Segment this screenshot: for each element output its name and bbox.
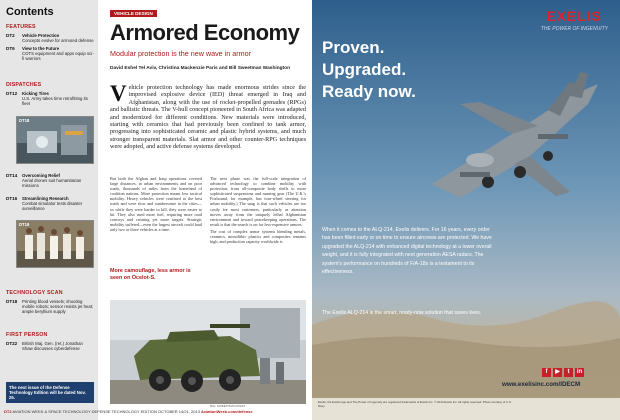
thumbnail-label: DT18 [19, 118, 30, 123]
column-2-text: The next phase was the full-scale integration of advanced technology to combine mobility with protection, from all-composite body shells to more sophisticated suspensions and running gear (The U.K.'s Foxhound, for example, has four-wheel steering for urban mobility.) The snag is that such vehicles are too costly for most customers, particularly as attention moves away from the uniquely lethal Afghanistan environment and toward peacekeeping operations. The result is that the search is on for less-expensive armors. [210, 176, 306, 227]
dispatches-section [6, 82, 94, 106]
ad-headline-line-3: Ready now. [322, 82, 416, 101]
vehicle-photo[interactable] [110, 300, 306, 404]
toc-desc: U.S. Army takes time retrofitting its fleet [22, 96, 88, 106]
toc-title: Overcoming Relief [22, 173, 60, 178]
thumbnail-image[interactable] [16, 220, 94, 268]
linkedin-icon[interactable]: in [576, 369, 583, 375]
toc-page: DT22 [6, 341, 18, 346]
toc-page: DT16 [6, 196, 18, 201]
exelis-logo[interactable]: EXELIS [546, 8, 602, 24]
toc-entry[interactable] [6, 299, 94, 314]
features-section [6, 24, 94, 61]
toc-title: Vehicle Protection [22, 33, 60, 38]
toc-desc: Combat simulator tests disaster surveillance [22, 201, 83, 211]
thumbnail-label: DT19 [19, 222, 30, 227]
toc-title: Streamlining Research [22, 196, 69, 201]
toc-desc: British Maj. Gen. (ret.) Jonathan Shaw discusses cyberdefense [22, 341, 83, 351]
article-lede [110, 81, 306, 151]
technology-section [6, 290, 94, 314]
article-column-2 [210, 176, 306, 244]
page-folio [0, 409, 306, 414]
toc-page: DT12 [6, 91, 18, 96]
toc-page: DT14 [6, 173, 18, 178]
brand-tagline: THE POWER OF INGENUITY [540, 26, 608, 32]
toc-desc: Concepts evolve for armored defense [22, 38, 94, 43]
ad-headline-line-1: Proven. [322, 38, 385, 57]
toc-entry[interactable] [6, 173, 94, 188]
toc-page: DT18 [6, 299, 18, 304]
toc-page: DT2 [6, 33, 15, 38]
contents-sidebar [0, 0, 98, 420]
toc-title: Kicking Tires [22, 91, 49, 96]
ad-call-to-action: The Exelis ALQ-214 is the smart, ready-now solution that saves lives. [322, 310, 482, 316]
drop-cap: V [110, 81, 127, 106]
ad-url-link[interactable]: www.exelisinc.com/IDECM [502, 381, 581, 388]
technology-heading: TECHNOLOGY SCAN [6, 290, 63, 296]
next-issue-note: The next issue of the Defense Technology Edition will be dated Nov. 25. [6, 382, 94, 403]
ad-fine-print: Exelis, the Exelis logo and The Power of Ingenuity are registered trademarks of Exelis Inc. © 2013 Exelis Inc. All rights reserved. Photo courtesy of U.S. Navy. [318, 400, 512, 408]
article-byline: David Eshel Tel Aviv, Christina Mackenzie Paris and Bill Sweetman Washington [110, 66, 291, 71]
toc-desc: Printing blood vessels; shooting mobile robots; sensor resists jet heat; ample beryllium supply [22, 299, 94, 314]
article-headline: Armored Economy [110, 20, 300, 45]
article-column-1: But both the Afghan and Iraqi operations covered large distances, in urban environments and on poor roads, thousands of miles from the homeland of coalition nations. More protection meant less tactical mobility. Heavy vehicles were confined to the best roads and were slow and cumbersome in the cities—so while they were harder to kill, they were easier to hit. They also used more fuel, requiring more road convoys and creating yet more targets. Strategic mobility suffered—even the largest aircraft could haul only two or three vehicles at a time. [110, 176, 202, 232]
folio-page-number: DT2 [4, 409, 12, 414]
exelis-advertisement[interactable] [312, 0, 620, 420]
youtube-icon[interactable]: ▶ [553, 368, 562, 377]
toc-entry[interactable] [6, 46, 94, 61]
first-person-section [6, 332, 94, 351]
article [100, 0, 306, 420]
facebook-icon[interactable]: f [542, 368, 551, 377]
twitter-icon[interactable]: t [564, 368, 573, 377]
toc-entry[interactable] [6, 196, 94, 211]
folio-url[interactable]: AviationWeek.com/defense [201, 409, 253, 414]
department-tag: VEHICLE DESIGN [110, 10, 157, 17]
toc-entry[interactable] [6, 91, 94, 106]
ad-headline-line-2: Upgraded. [322, 60, 407, 79]
toc-page: DT6 [6, 46, 15, 51]
toc-entry[interactable] [6, 341, 94, 351]
crowd-photo [17, 221, 94, 268]
contents-title: Contents [6, 6, 54, 18]
machinery-photo [17, 117, 94, 164]
ad-body-copy: When it comes to the ALQ-214, Exelis delivers. For 16 years, every order has been filled early or on time to ensure aircrews are protected. We have upgraded the ALQ-214 with enhanced digital technology at a lower overall weight, and it is fully integrated with next generation AESA radars. The system's performance on hundreds of F/A-18s is a testament to its effectiveness. [322, 227, 492, 276]
fighter-jet-image [420, 64, 610, 214]
armored-vehicle-image [110, 300, 306, 404]
lede-text: ehicle protection technology has made enormous strides since the improvised explosive device (IED) threat emerged in Iraq and Afghanistan, along with the use of rocket-propelled grenades (RPGs) and ballistic threats. The V-hull concept pioneered in South Africa was adapted and modernized for different conditions. New materials were introduced, starting with ceramics that had previously been confined to tank armor, progressing into sophisticated ceramic and plastic hybrid systems, and much stronger transparent materials. Slat armor and other counter-RPG techniques were adopted, and active defense systems developed. [110, 84, 306, 151]
first-person-heading: FIRST PERSON [6, 332, 48, 338]
features-heading: FEATURES [6, 24, 36, 30]
toc-entry[interactable] [6, 33, 94, 43]
pull-quote: More camouflage, less armor is seen on Ocelot-S. [110, 268, 191, 281]
thumbnail-image[interactable] [16, 116, 94, 164]
social-icons [542, 368, 584, 377]
toc-desc: Aerial drones suit humanitarian missions [22, 178, 82, 188]
article-deck: Modular protection is the new wave in armor [110, 49, 252, 58]
dispatches-heading: DISPATCHES [6, 82, 42, 88]
toc-desc: COTS equipment and apps equip sci-fi warriors [22, 51, 94, 61]
toc-title: View to the Future [22, 46, 60, 51]
folio-text: AVIATION WEEK & SPACE TECHNOLOGY DEFENSE TECHNOLOGY EDITION OCTOBER 14/21, 2013 [12, 409, 200, 414]
photo-credit: BILL SWEETMAN/AW&ST [210, 404, 246, 408]
more-features-section [6, 170, 94, 211]
column-3-text: The cost of complex armor systems blending metals, ceramics, monolithic plastics and composites remains high, and production capacity worldwide is [210, 228, 306, 245]
